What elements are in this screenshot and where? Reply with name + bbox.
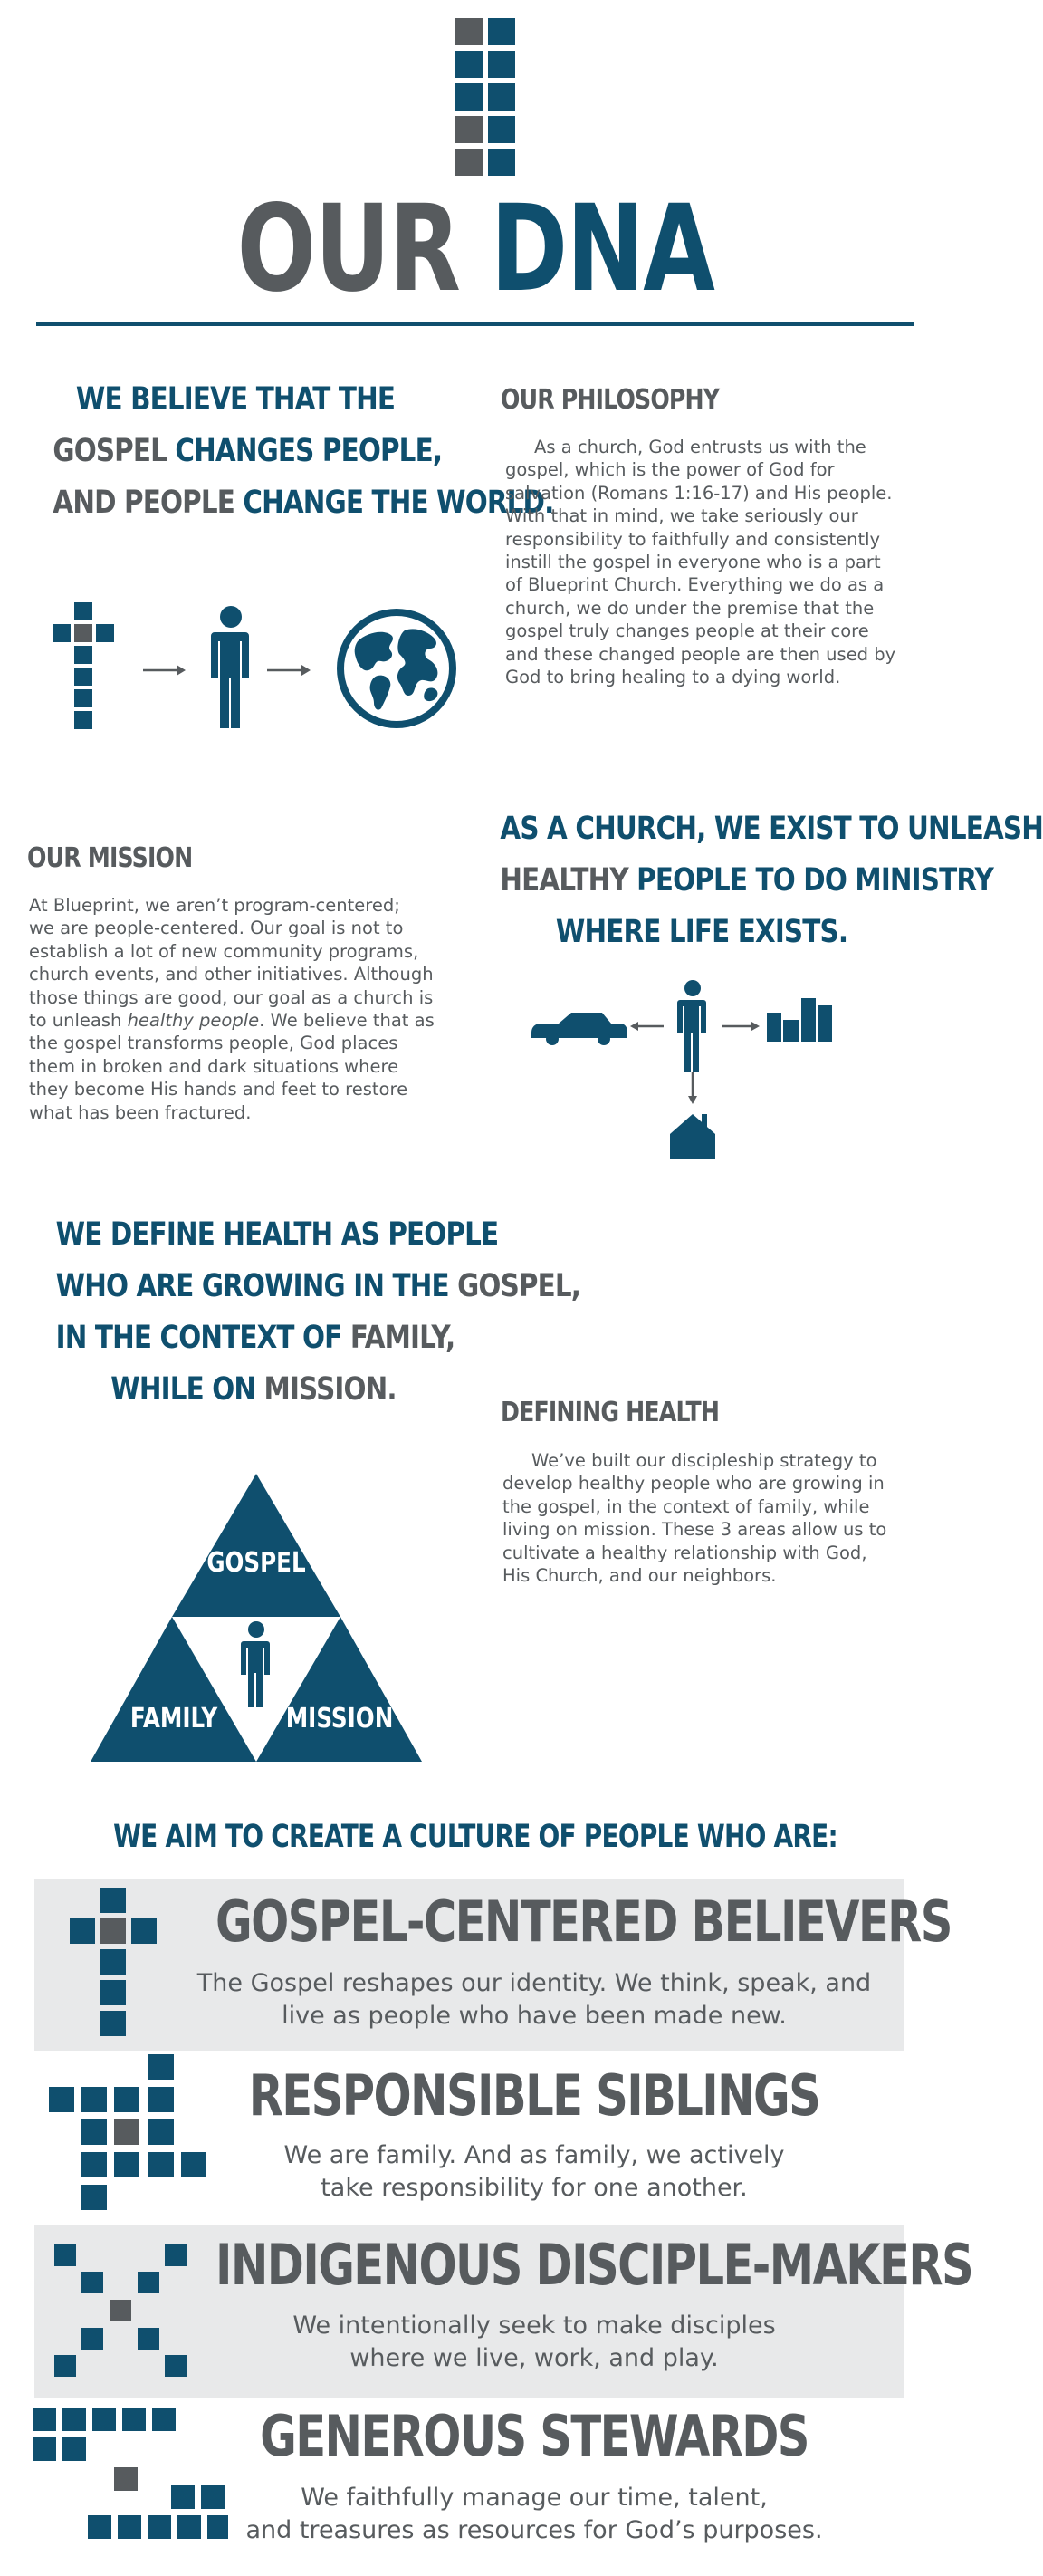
paragraph-line: [29, 1101, 500, 1124]
paragraph-text: we are people-centered. Our goal is not to: [29, 918, 404, 939]
culture-row-4-desc: [136, 2482, 933, 2547]
triangle-label-family: FAMILY: [129, 1703, 218, 1735]
paragraph-text: As a church, God entrusts us with the: [534, 437, 866, 457]
page-title: [105, 181, 847, 317]
headline-line: [500, 855, 993, 907]
belief-headline: [53, 374, 554, 529]
defining-health-title: DEFINING HEALTH: [501, 1397, 720, 1428]
mission-flow-diagram: [530, 978, 851, 1164]
headline-text: IN THE CONTEXT OF: [55, 1320, 350, 1356]
paragraph-text: living on mission. These 3 areas allow us to: [502, 1519, 887, 1541]
culture-heading: WE AIM TO CREATE A CULTURE OF PEOPLE WHO ARE:: [113, 1819, 837, 1855]
triangle-label-mission: MISSION: [285, 1703, 394, 1735]
paragraph-line: [505, 551, 940, 573]
mission-headline: [500, 803, 1043, 958]
paragraph-line: [29, 940, 500, 963]
culture-row-1-line-2: live as people who have been made new.: [282, 2002, 787, 2030]
title-word-dna: DNA: [490, 179, 714, 319]
paragraph-text: they become His hands and feet to restore: [29, 1079, 408, 1101]
headline-text: GOSPEL: [53, 433, 176, 469]
headline-text: WE DEFINE HEALTH AS PEOPLE: [55, 1216, 499, 1253]
arrow-right-icon: [143, 665, 186, 676]
paragraph-line: [29, 963, 500, 985]
paragraph-text: and these changed people are then used by: [505, 643, 896, 665]
health-triangle-diagram: [91, 1472, 426, 1762]
paragraph-line: [505, 620, 940, 642]
paragraph-text: the gospel, in the context of family, while: [502, 1495, 870, 1517]
paragraph-text: instill the gospel in everyone who is a part: [505, 552, 881, 573]
headline-line: [53, 374, 417, 426]
arrow-left-icon: [630, 1022, 664, 1031]
house-icon: [670, 1114, 715, 1159]
culture-row-4-title: GENEROUS STEWARDS: [260, 2403, 809, 2469]
car-icon: [531, 1013, 627, 1045]
person-icon: [677, 980, 706, 1072]
health-headline: [55, 1209, 581, 1416]
paragraph-text: We’ve built our discipleship strategy to: [531, 1450, 877, 1471]
person-icon: [211, 606, 249, 728]
paragraph-text: the gospel transforms people, God places: [29, 1033, 398, 1054]
mission-paragraph: [29, 894, 500, 1124]
culture-row-3-line-2: where we live, work, and play.: [349, 2344, 719, 2372]
paragraph-text: establish a lot of new community programs,: [29, 940, 419, 962]
paragraph-line: [502, 1472, 937, 1495]
triangle-label-gospel: GOSPEL: [206, 1547, 306, 1579]
culture-row-1-title: GOSPEL-CENTERED BELIEVERS: [215, 1889, 952, 1955]
headline-text: WE BELIEVE THAT THE: [75, 381, 396, 418]
culture-row-1-line-1: The Gospel reshapes our identity. We think, speak, and: [196, 1969, 872, 1997]
headline-text: AS A CHURCH, WE EXIST TO UNLEASH: [500, 811, 1043, 847]
headline-text: CHANGES PEOPLE,: [175, 433, 443, 469]
mission-title: OUR MISSION: [27, 842, 193, 874]
person-icon: [241, 1621, 270, 1707]
paragraph-line: [505, 597, 940, 620]
paragraph-line: [502, 1542, 937, 1564]
belief-flow-diagram: [50, 598, 466, 734]
headline-text: WHERE LIFE EXISTS.: [555, 914, 848, 950]
culture-row-4-line-1: We faithfully manage our time, talent,: [301, 2484, 768, 2512]
paragraph-line: [502, 1495, 937, 1518]
paragraph-line: [505, 436, 940, 458]
paragraph-line: [505, 528, 940, 551]
paragraph-line: [29, 894, 500, 917]
cross-icon: [53, 602, 114, 729]
paragraph-line: [505, 505, 940, 527]
headline-text: MISSION.: [263, 1371, 397, 1408]
headline-text: CHANGE THE WORLD.: [243, 485, 554, 521]
paragraph-text: of Blueprint Church. Everything we do as a: [505, 574, 885, 596]
culture-row-3-desc: [136, 2310, 933, 2375]
arrow-down-icon: [688, 1072, 697, 1104]
headline-text: GOSPEL,: [457, 1268, 581, 1304]
culture-row-2-line-1: We are family. And as family, we actively: [283, 2141, 785, 2169]
paragraph-text: His Church, and our neighbors.: [502, 1565, 777, 1587]
culture-row-2-line-2: take responsibility for one another.: [321, 2174, 748, 2202]
headline-text: WHO ARE GROWING IN THE: [55, 1268, 458, 1304]
title-word-our: OUR: [236, 179, 460, 319]
culture-row-4-line-2: and treasures as resources for God’s purposes.: [245, 2516, 823, 2544]
headline-line: [53, 426, 443, 477]
paragraph-line: [505, 482, 940, 505]
culture-row-3-title: INDIGENOUS DISCIPLE-MAKERS: [215, 2232, 973, 2298]
defining-health-paragraph: [502, 1449, 937, 1587]
philosophy-title: OUR PHILOSOPHY: [501, 384, 720, 416]
globe-icon: [337, 609, 456, 728]
paragraph-line: [505, 458, 940, 481]
paragraph-line: [502, 1518, 937, 1541]
culture-row-1-desc: [136, 1967, 933, 2033]
blueprint-logo-icon: [455, 18, 515, 178]
paragraph-text: those things are good, our goal as a church is: [29, 986, 434, 1008]
paragraph-text: to unleash: [29, 1010, 128, 1032]
paragraph-text: healthy people: [127, 1010, 260, 1032]
paragraph-text: church, we do under the premise that the: [505, 597, 875, 619]
headline-text: HEALTHY: [500, 862, 637, 899]
headline-line: [55, 1261, 581, 1312]
paragraph-line: [29, 1009, 500, 1032]
arrow-right-icon: [267, 665, 311, 676]
headline-text: PEOPLE TO DO MINISTRY: [636, 862, 993, 899]
paragraph-line: [29, 1078, 500, 1101]
paragraph-line: [29, 1032, 500, 1054]
paragraph-line: [505, 643, 940, 666]
philosophy-paragraph: [505, 436, 940, 688]
paragraph-text: With that in mind, we take seriously our: [505, 505, 858, 527]
paragraph-text: salvation (Romans 1:16-17) and His people.: [505, 482, 893, 504]
title-divider: [36, 322, 914, 326]
headline-text: FAMILY,: [349, 1320, 455, 1356]
paragraph-line: [29, 1055, 500, 1078]
paragraph-text: God to bring healing to a dying world.: [505, 667, 841, 688]
paragraph-text: what has been fractured.: [29, 1101, 252, 1123]
paragraph-text: church events, and other initiatives. Although: [29, 964, 434, 985]
paragraph-text: gospel, which is the power of God for: [505, 459, 835, 481]
paragraph-line: [502, 1449, 937, 1472]
headline-line: [56, 1364, 452, 1416]
city-icon: [767, 998, 832, 1042]
paragraph-line: [29, 917, 500, 939]
culture-row-2-desc: [136, 2139, 933, 2205]
paragraph-line: [502, 1564, 937, 1587]
headline-line: [500, 907, 903, 958]
paragraph-text: responsibility to faithfully and consistently: [505, 528, 881, 550]
paragraph-line: [29, 986, 500, 1009]
arrow-right-icon: [722, 1022, 760, 1031]
paragraph-text: them in broken and dark situations where: [29, 1055, 399, 1077]
headline-line: [55, 1209, 499, 1261]
paragraph-text: gospel truly changes people at their core: [505, 620, 869, 642]
paragraph-text: . We believe that as: [259, 1010, 435, 1032]
headline-line: [500, 803, 1043, 855]
headline-text: AND PEOPLE: [53, 485, 244, 521]
headline-line: [53, 477, 554, 529]
paragraph-text: develop healthy people who are growing in: [502, 1473, 885, 1495]
culture-row-3-line-1: We intentionally seek to make disciples: [292, 2312, 776, 2340]
paragraph-text: At Blueprint, we aren’t program-centered;: [29, 895, 400, 916]
paragraph-text: cultivate a healthy relationship with God,: [502, 1542, 867, 1563]
headline-text: WHILE ON: [110, 1371, 264, 1408]
paragraph-line: [505, 666, 940, 688]
culture-row-2-title: RESPONSIBLE SIBLINGS: [248, 2062, 820, 2129]
paragraph-line: [505, 573, 940, 596]
headline-line: [55, 1312, 455, 1364]
